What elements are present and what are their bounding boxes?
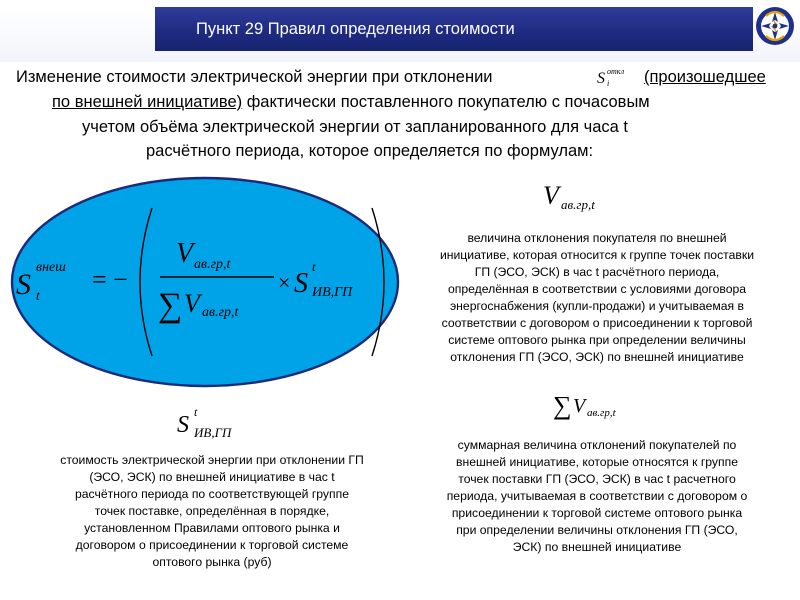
intro-underlined-phrase: по внешней инициативе)	[52, 93, 243, 111]
numerator-sub: ав.гр,t	[194, 257, 231, 272]
sum-description	[412, 437, 782, 556]
numerator-v: V	[176, 238, 194, 269]
v-desc-line: соответствии с договором о присоединении к торговой	[441, 316, 753, 330]
intro-line-1	[16, 66, 493, 88]
intro-text-start: Изменение стоимости электрической энергии при отклонении	[16, 68, 493, 86]
sum-desc-line: при определении величины отклонения ГП (ЭСО,	[456, 523, 738, 537]
price-sub: ИВ,ГП	[312, 285, 353, 300]
ellipse-background	[12, 178, 398, 386]
s-desc-line: договором о присоединении к торговой системе	[75, 538, 349, 552]
sum-desc-line: суммарная величина отклонений покупателей по	[457, 438, 737, 452]
s-symbol-sub: ИВ,ГП	[194, 425, 232, 440]
logo-graphic	[752, 2, 798, 54]
v-desc-line: инициативе, которая относится к группе точек поставки	[439, 248, 755, 262]
sum-symbol-sigma: ∑	[553, 391, 572, 420]
v-symbol	[541, 176, 641, 216]
equals-minus: = −	[92, 265, 128, 294]
intro-line-4: расчётного периода, которое определяется по формулам:	[146, 142, 594, 160]
sum-v-symbol	[553, 386, 643, 422]
intro-line-3: учетом объёма электрической энергии от запланированного для часа t	[82, 118, 628, 136]
s-desc-line: точек поставке, определённая в порядке,	[94, 504, 330, 518]
s-symbol-sup: t	[194, 405, 198, 419]
sum-desc-line: ЭСК) по внешней инициативе	[512, 540, 682, 554]
header-banner	[0, 0, 800, 62]
lhs-sub: t	[36, 289, 40, 304]
sum-desc-line: присоединении к торговой системе оптового рынка	[451, 506, 743, 520]
intro-line-2	[52, 91, 650, 113]
symbol-sub: i	[607, 79, 610, 87]
price-sup: t	[312, 259, 316, 274]
s-desc-line: оптового рынка (руб)	[152, 555, 272, 569]
denominator-sigma: ∑	[158, 287, 183, 324]
v-desc-line: системе оптового рынка при определении величины	[448, 333, 746, 347]
v-desc-line: ГП (ЭСО, ЭСК) в час t расчётного периода,	[474, 265, 720, 279]
formula-ellipse	[10, 176, 400, 388]
v-desc-line: определённая в соответствии с условиями договора	[447, 282, 747, 296]
v-desc-line: величина отклонения покупателя по внешней	[467, 231, 727, 245]
v-symbol-sub: ав.гр,t	[561, 197, 595, 212]
v-desc-line: отклонения ГП (ЭСО, ЭСК) по внешней инициативе	[450, 350, 744, 364]
page-title: Пункт 29 Правил определения стоимости	[196, 20, 515, 38]
intro-line-1-end: (произошедшее	[644, 68, 766, 86]
s-desc-line: установленном Правилами оптового рынка и	[84, 521, 340, 535]
intro-line-2-rest: фактически поставленного покупателю с почасовым	[242, 93, 650, 111]
sum-desc-line: внешней инициативе, которые относятся к группе	[456, 455, 738, 469]
price-base: S	[294, 268, 308, 299]
sum-desc-line: точек поставки ГП (ЭСО, ЭСК) в час t расчетного	[458, 472, 736, 486]
denominator-v: V	[184, 289, 200, 318]
symbol-sup: откл	[607, 67, 625, 76]
lhs-base: S	[16, 268, 31, 301]
s-price-symbol	[177, 404, 257, 444]
sum-symbol-v: V	[573, 395, 586, 417]
s-desc-line: расчётного периода по соответствующей группе	[75, 487, 349, 501]
s-desc-line: стоимость электрической энергии при отклонении ГП	[60, 453, 364, 467]
deviation-cost-symbol	[596, 65, 638, 87]
power-grid-logo-icon	[752, 2, 798, 54]
s-desc-line: (ЭСО, ЭСК) по внешней инициативе в час t	[89, 470, 335, 484]
s-description	[12, 452, 412, 571]
s-symbol-base: S	[177, 412, 189, 438]
sum-symbol-sub: ав.гр,t	[587, 407, 616, 419]
symbol-base: S	[597, 70, 605, 87]
sum-desc-line: периода, учитываемая в соответствии с договором о	[446, 489, 748, 503]
times-sign: ×	[278, 270, 291, 295]
v-symbol-base: V	[543, 181, 559, 210]
v-desc-line: энергоснабжения (купли-продажи) и учитываемая в	[449, 299, 745, 313]
denominator-sub: ав.гр,t	[202, 305, 239, 320]
v-description	[412, 230, 782, 366]
lhs-sup: внеш	[36, 260, 66, 275]
